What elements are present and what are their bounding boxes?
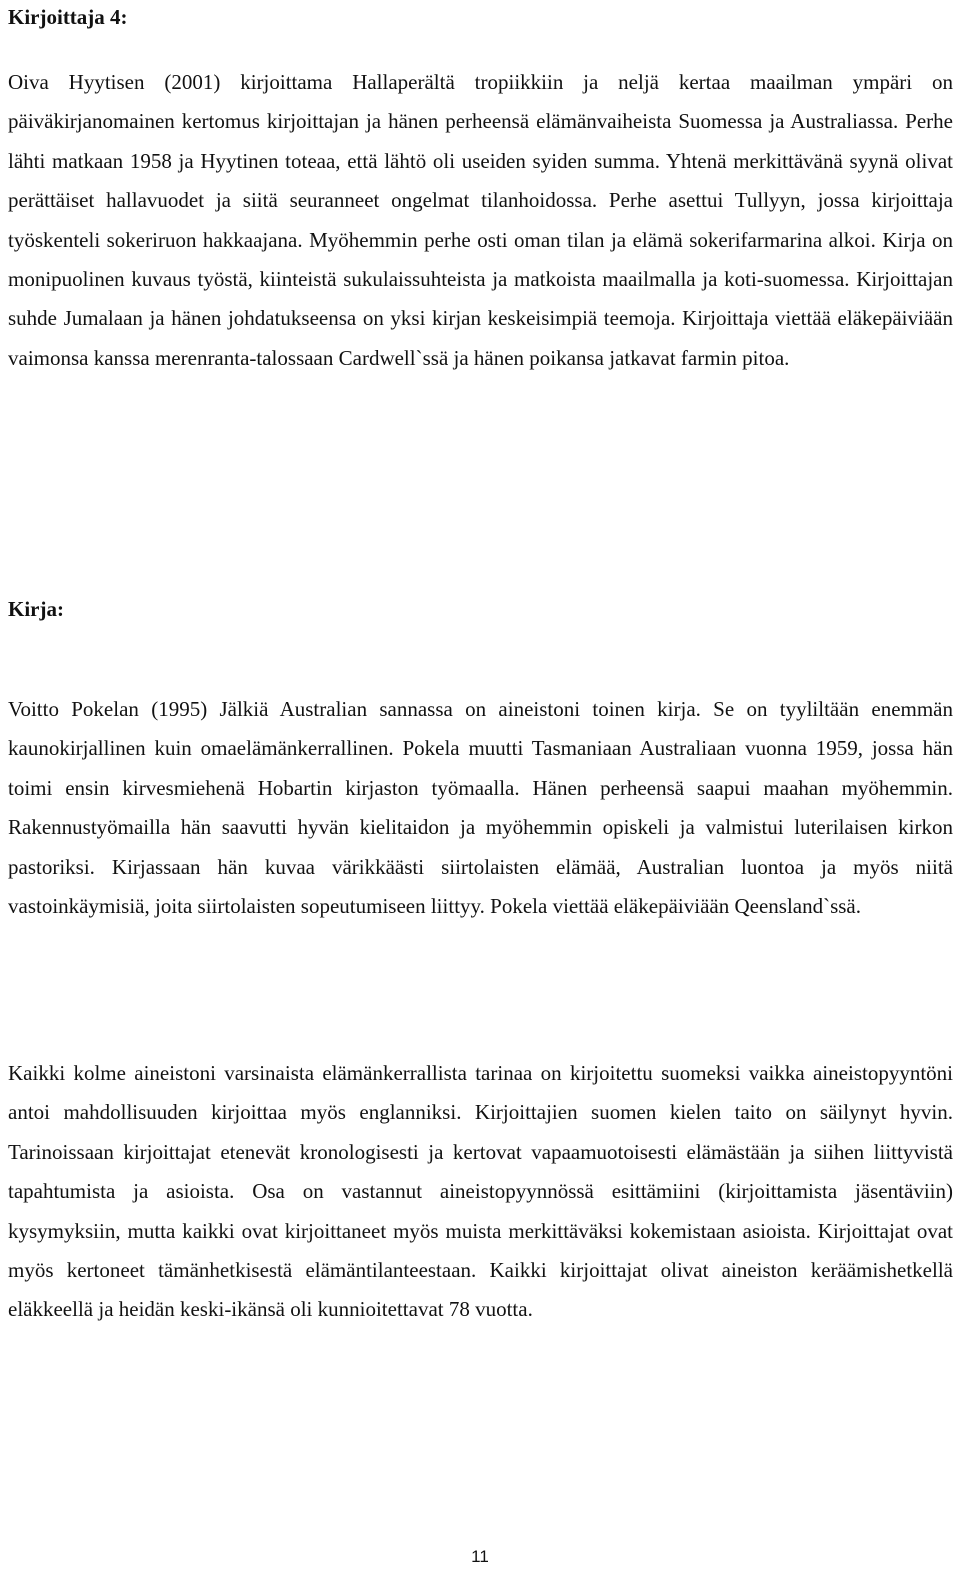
section-heading-writer-4: Kirjoittaja 4: — [8, 5, 128, 29]
paragraph-writer-4: Oiva Hyytisen (2001) kirjoittama Hallaperältä tropiikkiin ja neljä kertaa maailman ympäri on päiväkirjanomainen kertomus kirjoittajan ja hänen perheensä elämänvaiheista Suomessa ja Australiassa. Perhe lähti matkaan 1958 ja Hyytinen toteaa, että lähtö oli useiden syiden summa. Yhtenä merkittävänä syynä olivat perättäiset hallavuodet ja siitä seuranneet ongelmat tilanhoidossa. Perhe asettui Tullyyn, jossa kirjoittaja työskenteli sokeriruon hakkaajana. Myöhemmin perhe osti oman tilan ja elämä sokerifarmarina alkoi. Kirja on monipuolinen kuvaus työstä, kiinteistä sukulaissuhteista ja matkoista maailmalla ja koti-suomessa. Kirjoittajan suhde Jumalaan ja hänen johdatukseensa on yksi kirjan keskeisimpiä teemoja. Kirjoittaja viettää eläkepäiviään vaimonsa kanssa merenranta-talossaan Cardwell`ssä ja hänen poikansa jatkavat farmin pitoa. — [8, 70, 953, 370]
paragraph-summary: Kaikki kolme aineistoni varsinaista elämänkerrallista tarinaa on kirjoitettu suomeksi vaikka aineistopyyntöni antoi mahdollisuuden kirjoittaa myös englanniksi. Kirjoittajien suomen kielen taito on säilynyt hyvin. Tarinoissaan kirjoittajat etenevät kronologisesti ja kertovat vapaamuotoisesti elämästään ja siihen liittyvistä tapahtumista ja asioista. Osa on vastannut aineistopyynnössä esittämiini (kirjoittamista jäsentäviin) kysymyksiin, mutta kaikki ovat kirjoittaneet myös muista merkittäväksi kokemistaan asioista. Kirjoittajat ovat myös kertoneet tämänhetkisestä elämäntilanteestaan. Kaikki kirjoittajat olivat aineiston keräämishetkellä eläkkeellä ja heidän keski-ikänsä oli kunnioitettavat 78 vuotta. — [8, 1061, 953, 1322]
paragraph-book: Voitto Pokelan (1995) Jälkiä Australian sannassa on aineistoni toinen kirja. Se on tyyliltään enemmän kaunokirjallinen kuin omaelämänkerrallinen. Pokela muutti Tasmaniaan Australiaan vuonna 1959, jossa hän toimi ensin kirvesmiehenä Hobartin kirjaston työmaalla. Hänen perheensä saapui maahan myöhemmin. Rakennustyömailla hän saavutti hyvän kielitaidon ja myöhemmin opiskeli ja valmistui luterilaisen kirkon pastoriksi. Kirjassaan hän kuvaa värikkäästi siirtolaisten elämää, Australian luontoa ja myös niitä vastoinkäymisiä, joita siirtolaisten sopeutumiseen liittyy. Pokela viettää eläkepäiviään Qeensland`ssä. — [8, 697, 953, 919]
page-number: 11 — [471, 1547, 489, 1566]
section-heading-book: Kirja: — [8, 597, 64, 621]
